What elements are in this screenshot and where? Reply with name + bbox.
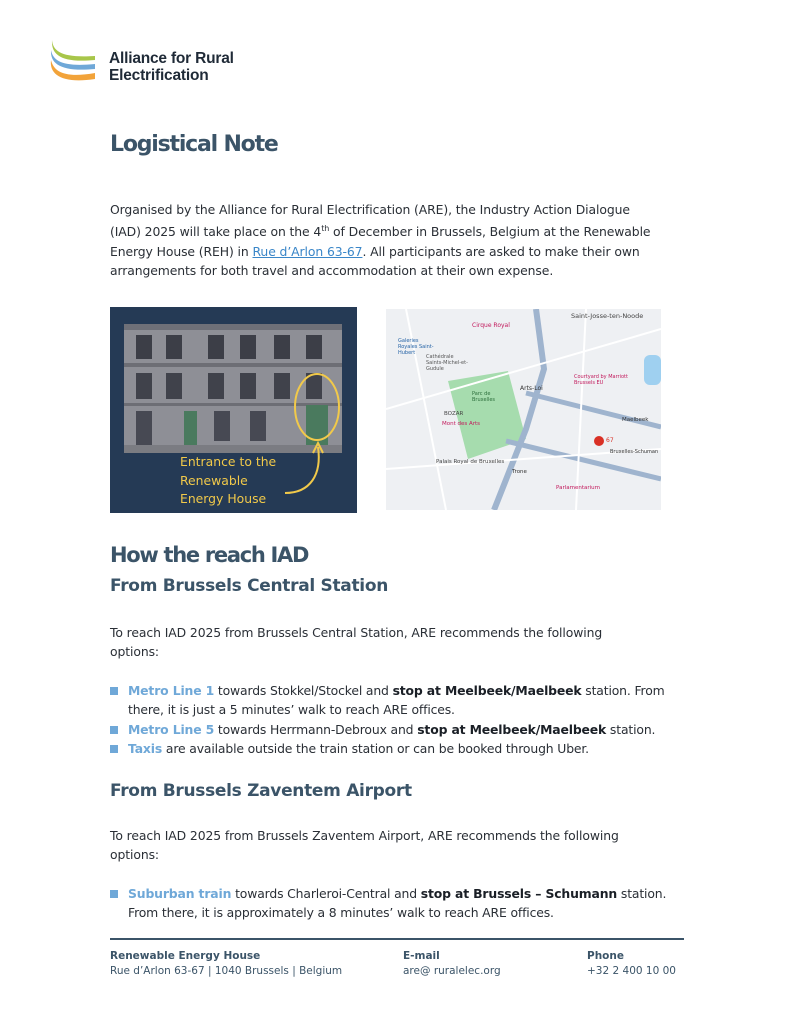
- caption-line-3: Energy House: [180, 491, 267, 506]
- bullet-square-icon: [110, 890, 118, 898]
- central-station-intro: To reach IAD 2025 from Brussels Central Station, ARE recommends the following options:: [110, 625, 603, 660]
- option-name: Metro Line 1: [128, 683, 215, 698]
- photo-caption: [180, 453, 276, 509]
- option-text: station. From there, it is just a 5 minutes’ walk to reach ARE offices.: [128, 683, 665, 718]
- page-title: Logistical Note: [110, 132, 278, 157]
- organization-name: [109, 50, 234, 84]
- map-label: Courtyard by Marriott Brussels EU: [574, 374, 628, 386]
- intro-paragraph: [110, 200, 655, 281]
- option-text: towards Herrmann-Debroux and: [214, 721, 418, 737]
- option-name: Taxis: [128, 741, 163, 757]
- footer-divider: [110, 938, 684, 940]
- option-text: are available outside the train station or can be booked through Uber.: [162, 741, 589, 757]
- list-item: [110, 739, 670, 758]
- map-pin-label: 67: [606, 437, 614, 444]
- building-photo: [110, 307, 357, 513]
- intro-text-3: . All participants are asked to make their own arrangements for both travel and accommodation at their own expense.: [110, 243, 640, 279]
- footer-address-label: Renewable Energy House: [110, 950, 261, 962]
- intro-text-2: of December in Brussels, Belgium at the Renewable Energy House (REH) in: [110, 224, 651, 259]
- airport-intro: To reach IAD 2025 from Brussels Zaventem Airport, ARE recommends the following options:: [110, 828, 619, 863]
- logo-line-1: Alliance for Rural: [109, 50, 234, 67]
- are-logo-icon: [49, 38, 109, 84]
- map-label: Maelbeek: [622, 417, 649, 423]
- central-station-heading: From Brussels Central Station: [110, 576, 389, 596]
- map-label: Cathédrale Saints-Michel-et-Gudule: [426, 354, 468, 372]
- location-map[interactable]: [386, 309, 661, 510]
- bullet-square-icon: [110, 687, 118, 695]
- option-name: Suburban train: [128, 886, 232, 901]
- map-label: Mont des Arts: [442, 421, 481, 427]
- option-name: Metro Line 5: [128, 721, 215, 737]
- list-item: [110, 720, 670, 739]
- option-stop: stop at Brussels – Schumann: [420, 886, 618, 901]
- airport-heading: From Brussels Zaventem Airport: [110, 781, 412, 801]
- option-text: towards Stokkel/Stockel and: [214, 683, 393, 698]
- map-label: Trone: [512, 469, 527, 475]
- map-label: Galeries Royales Saint-Hubert: [398, 338, 434, 356]
- option-text: station. From there, it is approximately a 8 minutes’ walk to reach ARE offices.: [128, 886, 667, 921]
- logo-line-2: Electrification: [109, 67, 209, 84]
- map-label: Palais Royal de Bruxelles: [436, 459, 505, 465]
- map-label: Cirque Royal: [472, 322, 510, 329]
- option-stop: stop at Meelbeek/Maelbeek: [417, 721, 607, 737]
- section-heading: How the reach IAD: [110, 543, 309, 567]
- list-item: [110, 884, 670, 923]
- footer-phone-label: Phone: [587, 950, 624, 962]
- footer-email-label: E-mail: [403, 950, 440, 962]
- map-label: Saint-Josse-ten-Noode: [571, 312, 644, 320]
- map-label: BOZAR: [444, 411, 464, 417]
- map-label: Arts-Loi: [520, 385, 543, 392]
- option-text: towards Charleroi-Central and: [231, 886, 421, 901]
- intro-superscript: th: [321, 224, 330, 234]
- footer-phone[interactable]: +32 2 400 10 00: [587, 965, 676, 977]
- map-label: Parc de Bruxelles: [472, 391, 495, 403]
- option-text: station.: [606, 721, 656, 737]
- list-item: [110, 681, 670, 720]
- caption-line-1: Entrance to the: [180, 454, 277, 469]
- footer-email[interactable]: are@ ruralelec.org: [403, 965, 501, 977]
- intro-text-1: Organised by the Alliance for Rural Electrification (ARE), the Industry Action Dialogue (IAD) 2025 will take place on the 4: [110, 202, 630, 240]
- option-stop: stop at Meelbeek/Maelbeek: [392, 683, 582, 698]
- bullet-square-icon: [110, 745, 118, 753]
- map-label: Bruxelles-Schuman: [610, 449, 659, 455]
- central-station-options: [110, 681, 670, 759]
- address-link[interactable]: Rue d’Arlon 63-67: [252, 243, 363, 259]
- bullet-square-icon: [110, 726, 118, 734]
- caption-line-2: Renewable: [180, 472, 248, 488]
- airport-options: [110, 884, 670, 923]
- map-label: Parlamentarium: [556, 485, 600, 491]
- footer-address: Rue d’Arlon 63-67 | 1040 Brussels | Belgium: [110, 965, 343, 977]
